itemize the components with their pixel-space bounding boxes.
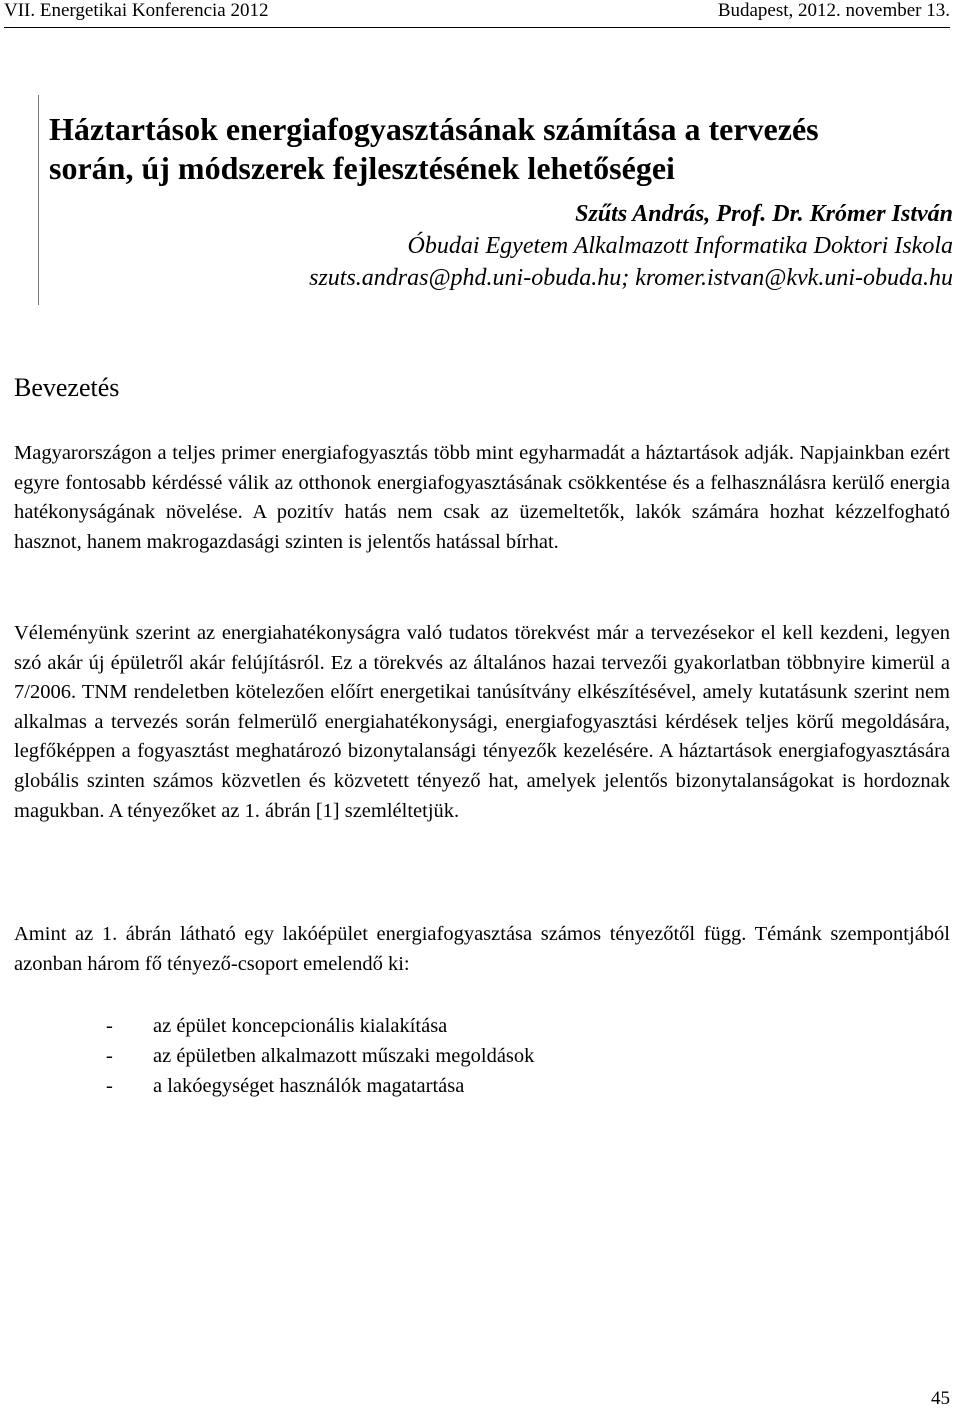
list-item [14,1041,534,1071]
list-item-text: az épület koncepcionális kialakítása [153,1015,448,1037]
paragraph-factors: Amint az 1. ábrán látható egy lakóépület energiafogyasztása számos tényezőtől függ. Témánk szempontjából azonban három fő tényező-csoport emelendő ki: [14,923,950,975]
conference-date: Budapest, 2012. november 13. [717,0,950,21]
factor-list [14,1011,534,1101]
title-block [38,95,957,305]
author-affiliation: Óbudai Egyetem Alkalmazott Informatika Doktori Iskola [407,233,953,259]
paragraph-intro: Magyarországon a teljes primer energiafogyasztás több mint egyharmadát a háztartások adják. Napjainkban ezért egyre fontosabb kérdéssé válik az otthonok energiafogyasztásának csökkentése és a felhasználásra kerülő energia hatékonyságának növelése. A pozitív hatás nem csak az üzemeltetők, lakók számára hozhat kézzelfogható hasznot, hanem makrogazdasági szinten is jelentős hatással bírhat. [14,442,950,553]
author-emails: szuts.andras@phd.uni-obuda.hu; kromer.istvan@kvk.uni-obuda.hu [309,265,953,291]
list-item [14,1011,534,1041]
list-item [14,1071,534,1101]
page-number: 45 [931,1388,950,1409]
paragraph-opinion: Véleményünk szerint az energiahatékonyságra való tudatos törekvést már a tervezésekor el kell kezdeni, legyen szó akár új épületről akár felújításról. Ez a törekvés az általános hazai tervezői gyakorlatban többnyire kimerül a 7/2006. TNM rendeletben kötelezően előírt energetikai tanúsítvány elkészítésével, amely kutatásunk szerint nem alkalmas a tervezés során felmerülő energiahatékonysági, energiafogyasztási kérdések teljes körű megoldására, legfőképpen a fogyasztást meghatározó bizonytalansági tényezők kezelésére. A háztartások energiafogyasztására globális szinten számos közvetlen és közvetett tényező hat, amelyek jelentős bizonytalanságokat is hordoznak magukban. A tényezőket az 1. ábrán [1] szemléltetjük. [14,622,950,822]
running-header [4,0,950,28]
paper-title [49,110,957,188]
paper-title-line-2: során, új módszerek fejlesztésének lehetőségei [49,150,675,186]
author-names: Szűts András, Prof. Dr. Krómer István [575,201,953,227]
list-bullet: - [106,1075,113,1097]
list-item-text: a lakóegységet használók magatartása [153,1075,465,1097]
section-heading: Bevezetés [14,373,120,402]
author-block [309,198,953,294]
list-bullet: - [106,1045,113,1067]
list-item-text: az épületben alkalmazott műszaki megoldások [153,1045,535,1067]
conference-name: VII. Energetikai Konferencia 2012 [4,0,269,21]
list-bullet: - [106,1015,113,1037]
paper-title-line-1: Háztartások energiafogyasztásának számítása a tervezés [49,111,819,147]
